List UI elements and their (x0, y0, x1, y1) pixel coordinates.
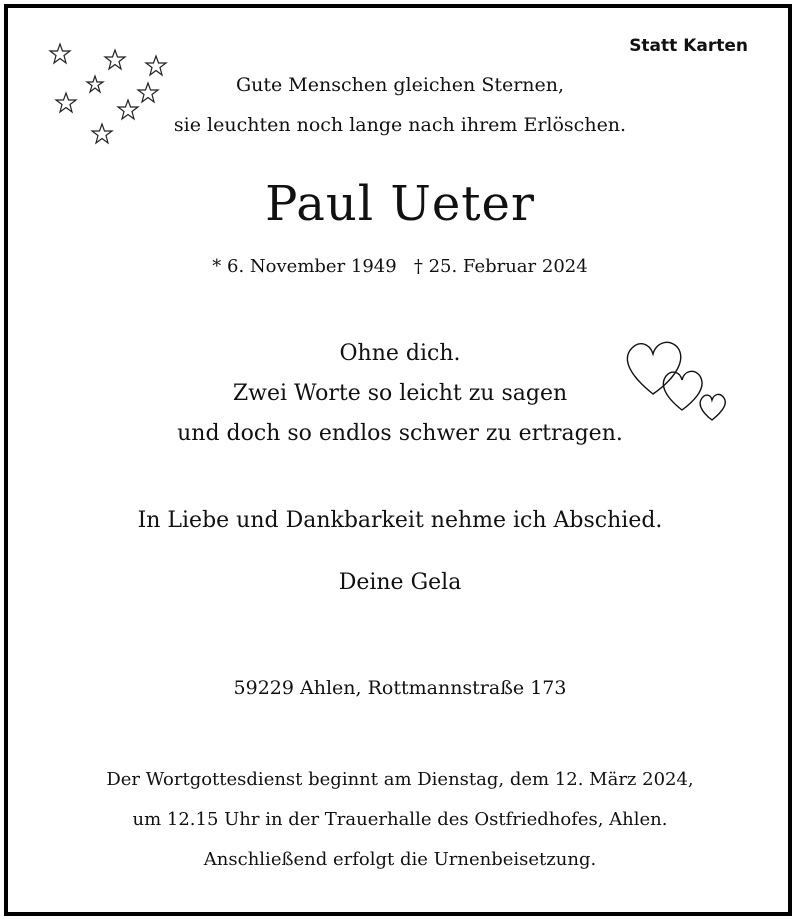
poem-line-2: Zwei Worte so leicht zu sagen (232, 381, 568, 406)
address: 59229 Ahlen, Rottmannstraße 173 (233, 677, 567, 699)
service-line-1: Der Wortgottesdienst beginnt am Dienstag, dem 12. März 2024, (106, 769, 694, 790)
statt-karten-label: Statt Karten (629, 36, 748, 56)
service-line-3: Anschließend erfolgt die Urnenbeisetzung. (203, 849, 597, 870)
hearts-icon (620, 336, 740, 426)
life-dates: * 6. November 1949 † 25. Februar 2024 (212, 256, 588, 277)
farewell-text: In Liebe und Dankbarkeit nehme ich Abschied. (137, 508, 663, 533)
star-icon (105, 50, 125, 69)
motto-line-2: sie leuchten noch lange nach ihrem Erlöschen. (173, 114, 627, 136)
poem-line-3: und doch so endlos schwer zu ertragen. (177, 421, 623, 446)
heart-icon (663, 371, 702, 410)
heart-icon (627, 342, 680, 394)
heart-icon (700, 394, 725, 420)
signature: Deine Gela (338, 570, 462, 595)
poem-line-1: Ohne dich. (339, 341, 461, 366)
deceased-name: Paul Ueter (265, 176, 535, 232)
motto-line-1: Gute Menschen gleichen Sternen, (235, 74, 565, 96)
star-icon (50, 44, 70, 63)
service-line-2: um 12.15 Uhr in der Trauerhalle des Ostfriedhofes, Ahlen. (132, 809, 668, 830)
